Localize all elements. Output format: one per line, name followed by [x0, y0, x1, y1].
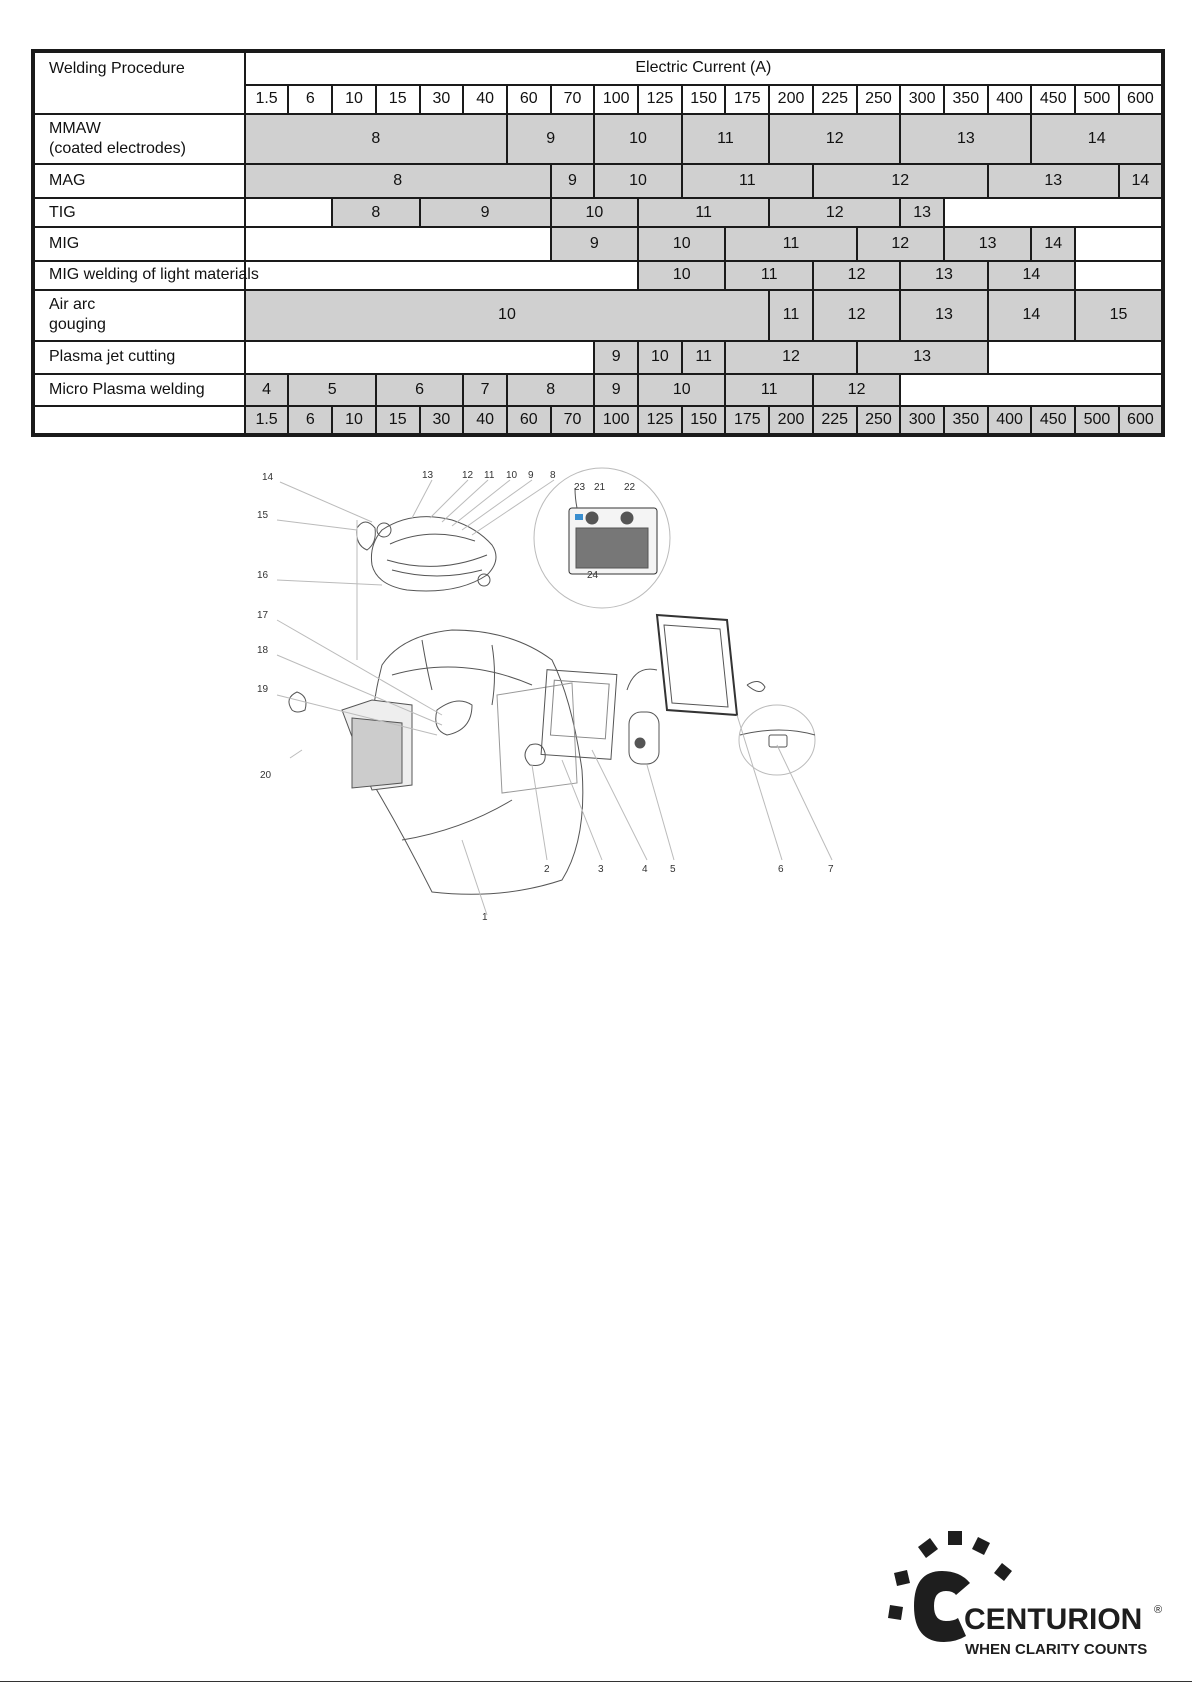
shade-number-cell: 8 [507, 374, 594, 405]
centurion-logo [878, 1525, 1168, 1665]
shade-number-cell: 7 [463, 374, 507, 405]
procedure-label-line: Plasma jet cutting [49, 348, 176, 366]
current-value: 10 [332, 406, 376, 435]
cover-lens-drawing [497, 683, 577, 793]
empty-range [245, 261, 638, 290]
current-value: 450 [1031, 85, 1075, 114]
shade-number-cell: 10 [551, 198, 638, 227]
shade-number-cell: 12 [813, 374, 900, 405]
shade-number-cell: 13 [988, 164, 1119, 198]
shade-number-cell: 13 [944, 227, 1031, 261]
empty-range [245, 227, 551, 261]
shade-number-cell: 14 [988, 290, 1075, 340]
part-number-label: 9 [528, 470, 534, 481]
procedure-label [33, 227, 245, 261]
logo-c-shape [914, 1571, 970, 1642]
table-row [33, 114, 1163, 164]
current-value: 100 [594, 85, 638, 114]
current-value: 250 [857, 85, 901, 114]
shade-number-cell: 14 [988, 261, 1075, 290]
current-value: 300 [900, 406, 944, 435]
current-value: 1.5 [245, 85, 289, 114]
part-number-label: 1 [482, 912, 488, 923]
current-value: 450 [1031, 406, 1075, 435]
shade-number-cell: 5 [288, 374, 375, 405]
current-value: 150 [682, 85, 726, 114]
part-number-label: 16 [257, 570, 269, 581]
part-number-label: 10 [506, 470, 518, 481]
table-row [33, 261, 1163, 290]
shade-number-cell: 13 [900, 114, 1031, 164]
empty-range [1075, 261, 1163, 290]
shade-number-cell: 12 [813, 261, 900, 290]
current-value: 150 [682, 406, 726, 435]
shade-number-cell: 14 [1031, 227, 1075, 261]
procedure-label-line: MIG [49, 235, 80, 253]
current-value: 600 [1119, 85, 1163, 114]
shade-number-cell: 10 [638, 261, 725, 290]
current-value: 70 [551, 85, 595, 114]
shade-number-cell: 12 [813, 164, 988, 198]
part-number-label: 18 [257, 645, 269, 656]
current-value: 125 [638, 406, 682, 435]
current-value: 600 [1119, 406, 1163, 435]
part-number-label: 5 [670, 864, 676, 875]
procedure-label-line: gouging [49, 316, 106, 334]
headgear-drawing [371, 517, 496, 591]
part-number-label: 20 [260, 770, 272, 781]
shade-number-cell: 13 [900, 290, 987, 340]
current-value: 10 [332, 85, 376, 114]
current-value: 15 [376, 85, 420, 114]
current-value: 500 [1075, 406, 1119, 435]
procedure-label-line: Air arc [49, 296, 96, 314]
shade-number-cell: 9 [551, 227, 638, 261]
current-value: 6 [288, 406, 332, 435]
registered-mark: ® [1154, 1604, 1163, 1616]
current-value: 1.5 [245, 406, 289, 435]
empty-range [1075, 227, 1163, 261]
current-value: 40 [463, 406, 507, 435]
welding-helmet-exploded-diagram [257, 460, 892, 940]
brand-name: CENTURION [964, 1603, 1143, 1636]
procedure-label [33, 341, 245, 375]
current-value: 60 [507, 85, 551, 114]
table-row [33, 227, 1163, 261]
shade-number-cell: 11 [682, 114, 769, 164]
shade-number-cell: 13 [900, 261, 987, 290]
shade-number-cell: 8 [245, 114, 507, 164]
current-value: 400 [988, 85, 1032, 114]
shade-number-cell: 11 [725, 227, 856, 261]
shade-number-cell: 9 [594, 341, 638, 375]
part-number-label: 15 [257, 510, 269, 521]
empty-label [33, 406, 245, 435]
procedure-label [33, 261, 259, 290]
part-number-label: 21 [594, 482, 606, 493]
table-row [33, 198, 1163, 227]
table-row [33, 341, 1163, 375]
current-value: 350 [944, 85, 988, 114]
current-value: 6 [288, 85, 332, 114]
brand-tagline: WHEN CLARITY COUNTS [965, 1641, 1148, 1658]
part-number-label: 2 [544, 864, 550, 875]
part-number-label: 7 [828, 864, 834, 875]
current-value: 175 [725, 406, 769, 435]
shade-number-cell: 14 [1031, 114, 1163, 164]
shade-number-cell: 9 [507, 114, 594, 164]
part-number-label: 14 [262, 472, 274, 483]
current-value: 100 [594, 406, 638, 435]
part-number-label: 17 [257, 610, 269, 621]
shade-number-cell: 10 [594, 164, 681, 198]
current-value: 30 [420, 406, 464, 435]
current-value: 200 [769, 85, 813, 114]
current-value: 225 [813, 85, 857, 114]
procedure-label [33, 114, 245, 164]
shade-number-cell: 11 [725, 374, 812, 405]
current-value: 500 [1075, 85, 1119, 114]
shade-number-table [31, 49, 1165, 437]
current-value: 70 [551, 406, 595, 435]
shade-number-cell: 10 [245, 290, 769, 340]
shade-number-cell: 9 [420, 198, 551, 227]
procedure-label-line: (coated electrodes) [49, 140, 186, 158]
shade-number-cell: 9 [594, 374, 638, 405]
part-number-label: 12 [462, 470, 474, 481]
current-value: 300 [900, 85, 944, 114]
procedure-label [33, 290, 245, 340]
shade-number-cell: 11 [638, 198, 769, 227]
header-electric-current: Electric Current (A) [245, 51, 1163, 85]
shade-number-cell: 12 [769, 198, 900, 227]
shade-number-cell: 4 [245, 374, 289, 405]
procedure-label-line: Micro Plasma welding [49, 380, 205, 398]
part-number-label: 24 [587, 570, 599, 581]
shade-number-cell: 8 [332, 198, 419, 227]
procedure-label [33, 164, 245, 198]
part-number-label: 19 [257, 684, 269, 695]
current-value: 125 [638, 85, 682, 114]
procedure-label-line: MAG [49, 172, 86, 190]
current-value: 60 [507, 406, 551, 435]
part-number-label: 13 [422, 470, 434, 481]
shade-number-cell: 15 [1075, 290, 1163, 340]
current-value: 250 [857, 406, 901, 435]
bottom-rule [0, 1681, 1192, 1682]
table-row [33, 374, 1163, 405]
current-value: 350 [944, 406, 988, 435]
part-number-label: 11 [484, 470, 495, 481]
empty-range [245, 198, 332, 227]
shade-number-cell: 8 [245, 164, 551, 198]
holding-frame-drawing [657, 615, 737, 715]
shade-number-cell: 12 [769, 114, 900, 164]
shade-number-cell: 13 [857, 341, 988, 375]
shade-number-cell: 11 [682, 341, 726, 375]
current-value: 175 [725, 85, 769, 114]
table-row [33, 290, 1163, 340]
shade-number-cell: 10 [638, 374, 725, 405]
part-number-label: 8 [550, 470, 556, 481]
part-number-label: 23 [574, 482, 586, 493]
empty-range [988, 341, 1163, 375]
procedure-label-line: MMAW [49, 120, 101, 138]
procedure-label-line: MIG welding of light materials [49, 266, 259, 284]
empty-range [900, 374, 1163, 405]
shade-number-cell: 10 [638, 227, 725, 261]
shade-number-cell: 11 [769, 290, 813, 340]
shade-number-cell: 10 [594, 114, 681, 164]
table-row [33, 164, 1163, 198]
shade-number-cell: 12 [813, 290, 900, 340]
part-number-label: 6 [778, 864, 784, 875]
shade-number-cell: 6 [376, 374, 463, 405]
shade-number-cell: 13 [900, 198, 944, 227]
empty-range [944, 198, 1163, 227]
part-number-label: 3 [598, 864, 604, 875]
shade-number-cell: 11 [725, 261, 812, 290]
shade-number-cell: 14 [1119, 164, 1163, 198]
current-value: 225 [813, 406, 857, 435]
shade-number-cell: 11 [682, 164, 813, 198]
procedure-label-line: TIG [49, 203, 76, 221]
shade-number-cell: 9 [551, 164, 595, 198]
shade-number-cell: 12 [857, 227, 944, 261]
part-number-label: 4 [642, 864, 648, 875]
current-value: 40 [463, 85, 507, 114]
current-value: 200 [769, 406, 813, 435]
shade-number-cell: 10 [638, 341, 682, 375]
header-welding-procedure: Welding Procedure [33, 51, 245, 114]
procedure-label [33, 374, 245, 405]
current-value: 15 [376, 406, 420, 435]
current-value: 30 [420, 85, 464, 114]
empty-range [245, 341, 595, 375]
current-value: 400 [988, 406, 1032, 435]
shade-number-cell: 12 [725, 341, 856, 375]
part-number-label: 22 [624, 482, 636, 493]
procedure-label [33, 198, 245, 227]
